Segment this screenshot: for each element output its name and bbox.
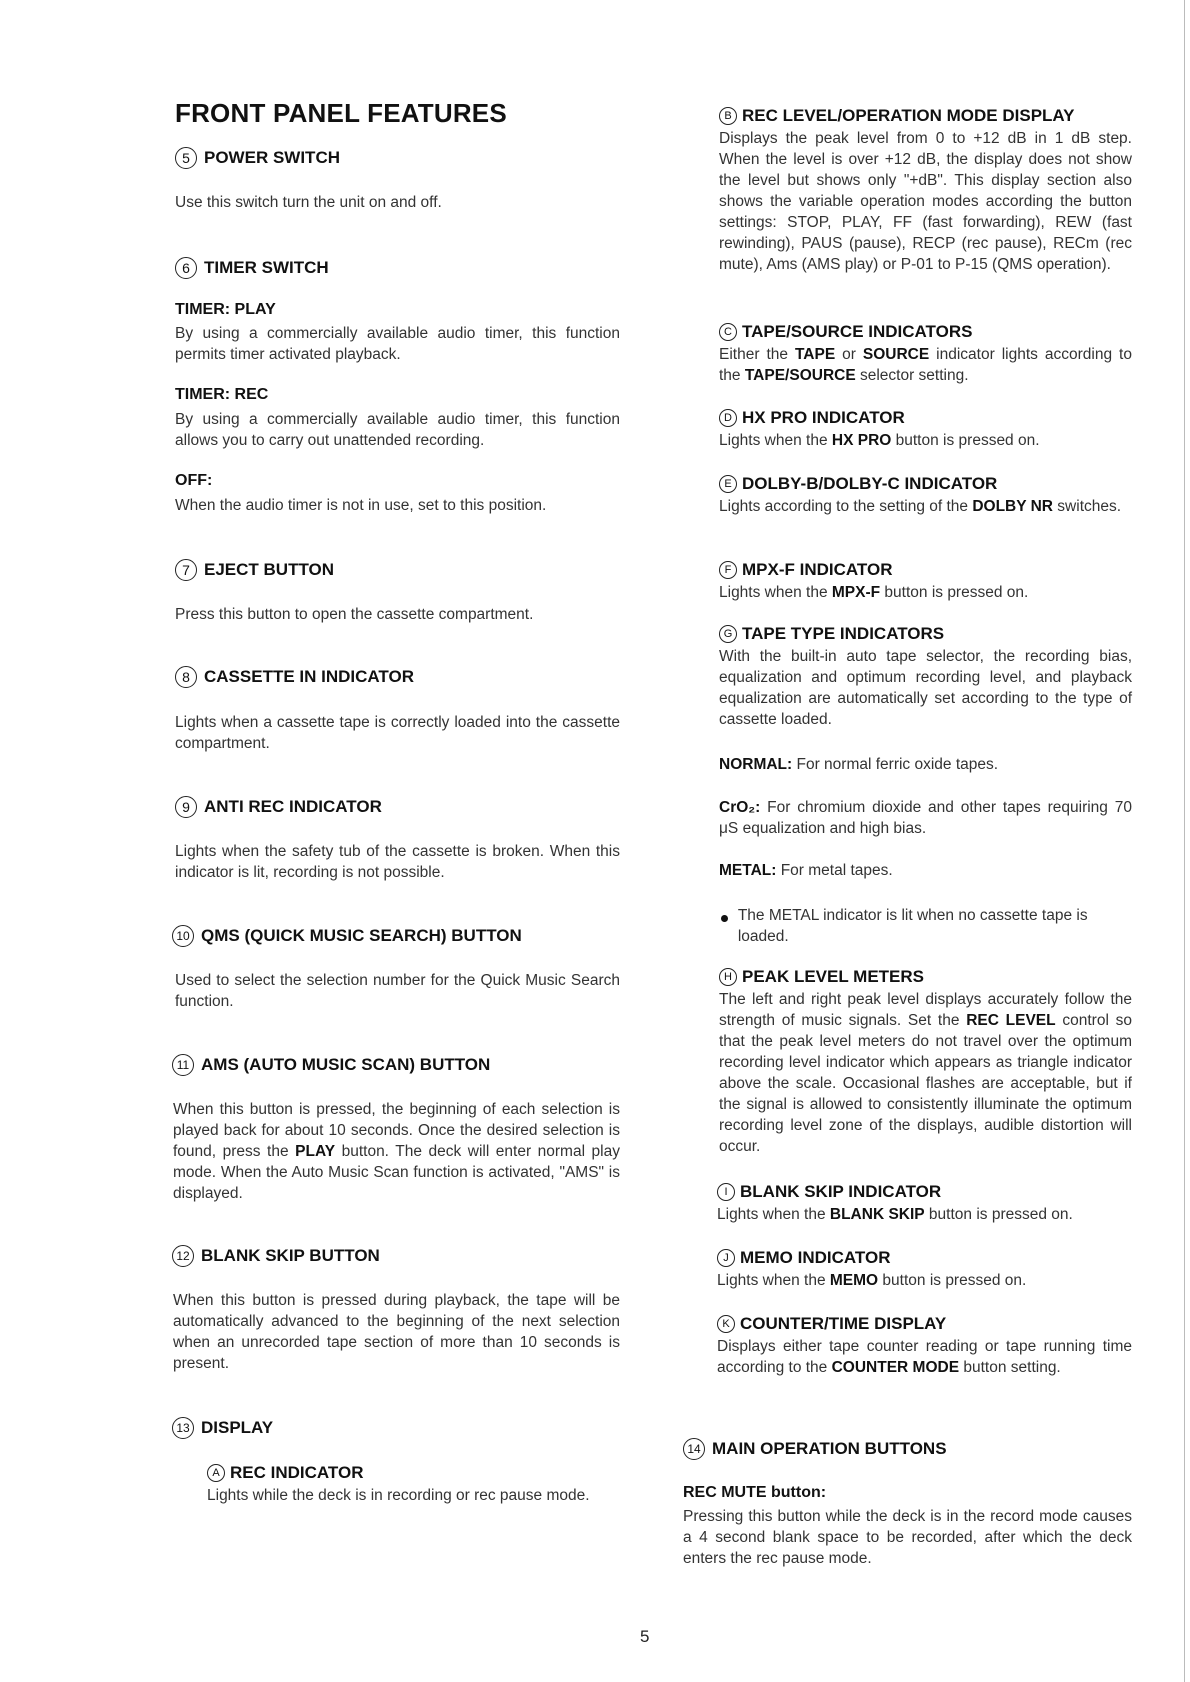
blank-skip-indicator-text: Lights when the BLANK SKIP button is pressed on.: [717, 1206, 1073, 1223]
memo-heading: J MEMO INDICATOR: [717, 1248, 890, 1268]
dolby-heading: E DOLBY-B/DOLBY-C INDICATOR: [719, 474, 997, 494]
main-ops-heading: 14 MAIN OPERATION BUTTONS: [683, 1438, 947, 1460]
letter-badge: D: [719, 409, 737, 427]
letter-badge: G: [719, 625, 737, 643]
normal-text: NORMAL: For normal ferric oxide tapes.: [719, 756, 999, 773]
page-title: FRONT PANEL FEATURES: [175, 98, 507, 128]
ams-heading: 11 AMS (AUTO MUSIC SCAN) BUTTON: [172, 1054, 490, 1076]
timer-play-text: By using a commercially available audio timer, this function permits timer activated playback.: [175, 325, 620, 363]
letter-badge: A: [207, 1464, 225, 1482]
letter-badge: K: [717, 1315, 735, 1333]
qms-text: Used to select the selection number for the Quick Music Search function.: [175, 972, 620, 1010]
counter-text: Displays either tape counter reading or tape running time according to the COUNTER MODE button setting.: [717, 1338, 1132, 1376]
peak-meters-text: The left and right peak level displays accurately follow the strength of music signals. Set the REC LEVEL control so that the peak level meters do not travel over the optimum recording level indicator which appears as triangle indicator above the scale. Occasional flashes are acceptable, but if the signal is allowed to consistently illuminate the optimum recording level zone of the displays, audible distortion will occur.: [719, 991, 1132, 1155]
letter-badge: E: [719, 475, 737, 493]
number-badge: 9: [175, 796, 197, 818]
display-heading: 13 DISPLAY: [172, 1417, 273, 1439]
number-badge: 12: [172, 1245, 194, 1267]
hx-pro-text: Lights when the HX PRO button is pressed on.: [719, 432, 1040, 449]
timer-off-label: OFF:: [175, 472, 213, 489]
power-switch-text: Use this switch turn the unit on and off.: [175, 194, 442, 211]
number-badge: 7: [175, 559, 197, 581]
anti-rec-text: Lights when the safety tub of the cassette is broken. When this indicator is lit, recording is not possible.: [175, 843, 620, 881]
tape-source-heading: C TAPE/SOURCE INDICATORS: [719, 322, 972, 342]
timer-switch-heading: 6 TIMER SWITCH: [175, 257, 329, 279]
blank-skip-indicator-heading: I BLANK SKIP INDICATOR: [717, 1182, 941, 1202]
tape-source-text: Either the TAPE or SOURCE indicator lights according to the TAPE/SOURCE selector setting.: [719, 346, 1132, 384]
number-badge: 5: [175, 147, 197, 169]
rec-level-text: Displays the peak level from 0 to +12 dB in 1 dB step. When the level is over +12 dB, the display does not show the level but shows only "+dB". This display section also shows the variable operation modes according the button settings: STOP, PLAY, FF (fast forwarding), REW (fast rewinding), PAUS (pause), RECP (rec pause), RECm (rec mute), Ams (AMS play) or P-01 to P-15 (QMS operation).: [719, 130, 1132, 273]
ams-text: When this button is pressed, the beginning of each selection is played back for about 10 seconds. Once the desired selection is found, press the PLAY button. The deck will enter normal play mode. When the Auto Music Scan function is activated, "AMS" is displayed.: [173, 1101, 620, 1202]
qms-heading: 10 QMS (QUICK MUSIC SEARCH) BUTTON: [172, 925, 522, 947]
mpx-text: Lights when the MPX-F button is pressed on.: [719, 584, 1029, 601]
tape-type-heading: G TAPE TYPE INDICATORS: [719, 624, 944, 644]
blank-skip-text: When this button is pressed during playback, the tape will be automatically advanced to the beginning of the next selection when an unrecorded tape section of more than 10 seconds is present.: [173, 1292, 620, 1372]
number-badge: 13: [172, 1417, 194, 1439]
number-badge: 6: [175, 257, 197, 279]
hx-pro-heading: D HX PRO INDICATOR: [719, 408, 905, 428]
eject-button-heading: 7 EJECT BUTTON: [175, 559, 334, 581]
number-badge: 11: [172, 1054, 194, 1076]
timer-play-label: TIMER: PLAY: [175, 301, 276, 318]
peak-meters-heading: H PEAK LEVEL METERS: [719, 967, 924, 987]
number-badge: 8: [175, 666, 197, 688]
bullet-icon: [721, 915, 728, 922]
cassette-in-heading: 8 CASSETTE IN INDICATOR: [175, 666, 414, 688]
letter-badge: J: [717, 1249, 735, 1267]
anti-rec-heading: 9 ANTI REC INDICATOR: [175, 796, 382, 818]
page-number: 5: [640, 1627, 650, 1646]
rec-level-heading: B REC LEVEL/OPERATION MODE DISPLAY: [719, 106, 1075, 126]
metal-note: The METAL indicator is lit when no cassette tape is loaded.: [721, 905, 1132, 947]
number-badge: 14: [683, 1438, 705, 1460]
rec-indicator-text: Lights while the deck is in recording or rec pause mode.: [207, 1487, 590, 1504]
page-edge: [1184, 0, 1185, 1682]
eject-button-text: Press this button to open the cassette compartment.: [175, 606, 534, 623]
blank-skip-heading: 12 BLANK SKIP BUTTON: [172, 1245, 380, 1267]
mpx-heading: F MPX-F INDICATOR: [719, 560, 892, 580]
letter-badge: B: [719, 107, 737, 125]
cro2-text: CrO₂: For chromium dioxide and other tapes requiring 70 μS equalization and high bias.: [719, 799, 1132, 837]
power-switch-heading: 5 POWER SWITCH: [175, 147, 340, 169]
memo-text: Lights when the MEMO button is pressed on.: [717, 1272, 1027, 1289]
timer-rec-text: By using a commercially available audio timer, this function allows you to carry out unattended recording.: [175, 411, 620, 449]
counter-heading: K COUNTER/TIME DISPLAY: [717, 1314, 946, 1334]
timer-off-text: When the audio timer is not in use, set to this position.: [175, 497, 547, 514]
dolby-text: Lights according to the setting of the DOLBY NR switches.: [719, 498, 1122, 515]
letter-badge: C: [719, 323, 737, 341]
timer-rec-label: TIMER: REC: [175, 386, 269, 403]
tape-type-text: With the built-in auto tape selector, the recording bias, equalization and optimum recording level, and playback equalization are automatically set according to the type of cassette loaded.: [719, 648, 1132, 728]
number-badge: 10: [172, 925, 194, 947]
letter-badge: H: [719, 968, 737, 986]
letter-badge: F: [719, 561, 737, 579]
letter-badge: I: [717, 1183, 735, 1201]
rec-mute-label: REC MUTE button:: [683, 1484, 827, 1501]
metal-text: METAL: For metal tapes.: [719, 862, 893, 879]
rec-indicator-heading: A REC INDICATOR: [207, 1463, 364, 1483]
cassette-in-text: Lights when a cassette tape is correctly loaded into the cassette compartment.: [175, 714, 620, 752]
rec-mute-text: Pressing this button while the deck is in the record mode causes a 4 second blank space to be recorded, after which the deck enters the rec pause mode.: [683, 1508, 1132, 1567]
